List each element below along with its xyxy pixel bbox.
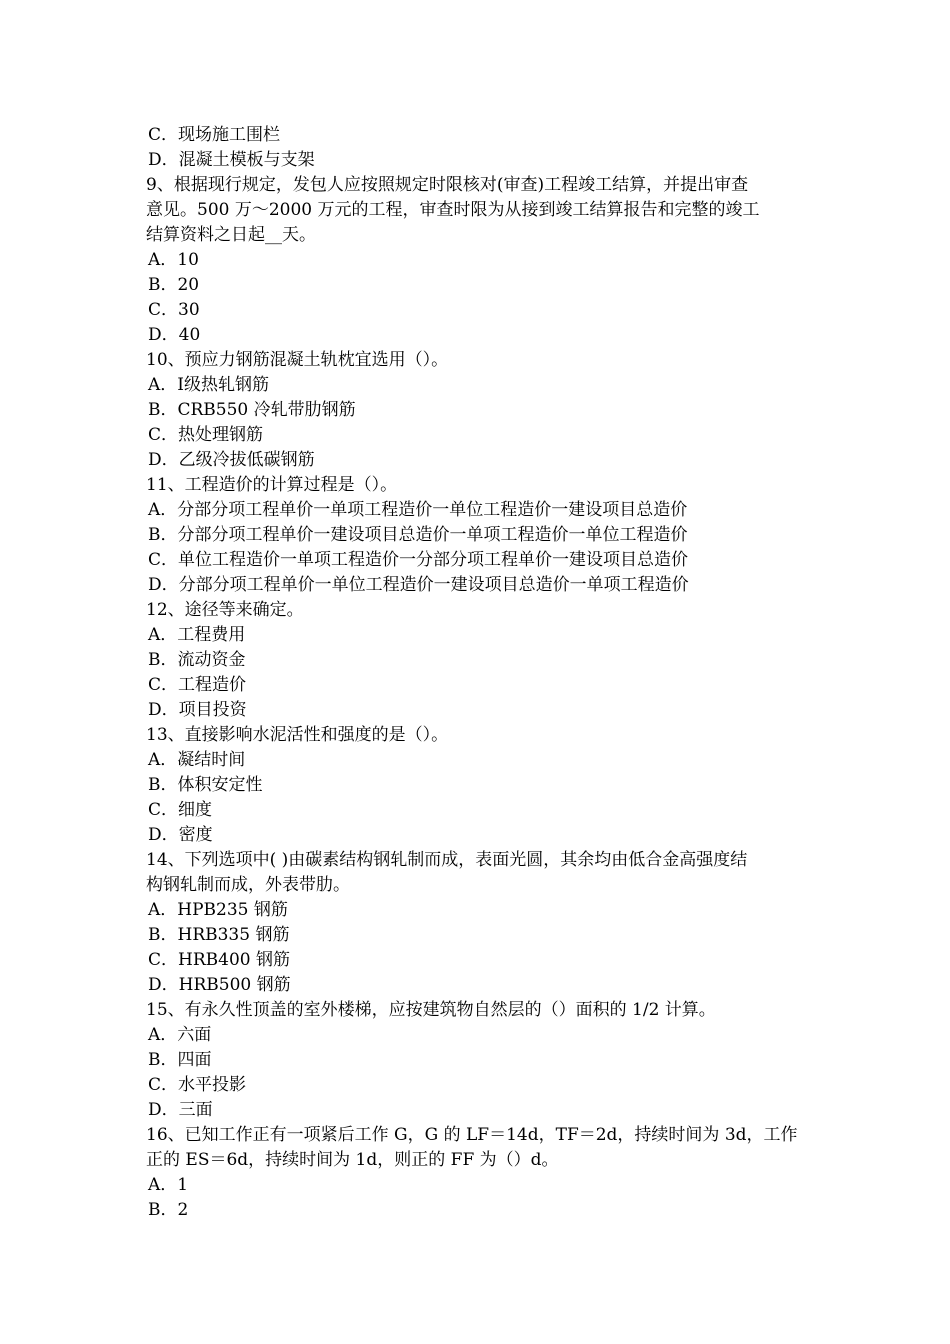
answer-option: B．四面	[148, 1050, 212, 1070]
answer-option: C．水平投影	[148, 1075, 247, 1095]
question-line: 16、已知工作正有一项紧后工作 G，G 的 LF＝14d，TF＝2d，持续时间为 3d，工作	[146, 1125, 798, 1145]
question-stem	[146, 723, 810, 748]
answer-option: D．40	[148, 325, 201, 345]
question-stem	[146, 1123, 810, 1173]
answer-option: B．分部分项工程单价一建设项目总造价一单项工程造价一单位工程造价	[148, 525, 688, 545]
answer-option: A．六面	[148, 1025, 212, 1045]
answer-option: C．细度	[148, 800, 213, 820]
question-line: 构钢轧制而成，外表带肋。	[146, 875, 350, 895]
answer-option: C．热处理钢筋	[148, 425, 264, 445]
answer-option: A．工程费用	[148, 625, 246, 645]
answer-option: A．HPB235 钢筋	[148, 900, 288, 920]
answer-option: C．30	[148, 300, 200, 320]
answer-option: B．体积安定性	[148, 775, 263, 795]
answer-option: B．CRB550 冷轧带肋钢筋	[148, 400, 356, 420]
answer-option: A．10	[148, 250, 199, 270]
question-line: 9、根据现行规定，发包人应按照规定时限核对(审查)工程竣工结算，并提出审查	[146, 175, 749, 195]
answer-option: C．HRB400 钢筋	[148, 950, 290, 970]
question-stem	[146, 848, 810, 898]
answer-option: A．分部分项工程单价一单项工程造价一单位工程造价一建设项目总造价	[148, 500, 688, 520]
answer-option: D．密度	[148, 825, 213, 845]
question-line: 14、下列选项中( )由碳素结构钢轧制而成，表面光圆，其余均由低合金高强度结	[146, 850, 748, 870]
answer-option: B．2	[148, 1200, 189, 1220]
question-line: 13、直接影响水泥活性和强度的是（）。	[146, 725, 449, 745]
answer-option: A．Ⅰ级热轧钢筋	[148, 375, 269, 395]
question-stem	[146, 598, 810, 623]
question-stem	[146, 348, 810, 373]
answer-option: C．单位工程造价一单项工程造价一分部分项工程单价一建设项目总造价	[148, 550, 689, 570]
answer-option: D．项目投资	[148, 700, 247, 720]
question-line: 10、预应力钢筋混凝土轨枕宜选用（）。	[146, 350, 449, 370]
question-line: 结算资料之日起__天。	[146, 225, 316, 245]
question-line: 12、途径等来确定。	[146, 600, 304, 620]
document-body	[146, 123, 810, 1223]
question-line: 11、工程造价的计算过程是（）。	[146, 475, 398, 495]
answer-option: B．HRB335 钢筋	[148, 925, 290, 945]
answer-option: D．混凝土模板与支架	[148, 150, 315, 170]
answer-option: D．分部分项工程单价一单位工程造价一建设项目总造价一单项工程造价	[148, 575, 689, 595]
answer-option: D．乙级冷拔低碳钢筋	[148, 450, 315, 470]
question-line: 15、有永久性顶盖的室外楼梯，应按建筑物自然层的（）面积的 1/2 计算。	[146, 1000, 716, 1020]
answer-option: D．HRB500 钢筋	[148, 975, 291, 995]
question-line: 正的 ES＝6d，持续时间为 1d，则正的 FF 为（）d。	[146, 1150, 559, 1170]
answer-option: B．流动资金	[148, 650, 246, 670]
question-stem	[146, 998, 810, 1023]
answer-option: C．现场施工围栏	[148, 125, 281, 145]
answer-option: C．工程造价	[148, 675, 247, 695]
answer-option: A．凝结时间	[148, 750, 246, 770]
question-stem	[146, 173, 810, 248]
answer-option: A．1	[148, 1175, 189, 1195]
answer-option: D．三面	[148, 1100, 213, 1120]
question-line: 意见。500 万～2000 万元的工程，审查时限为从接到竣工结算报告和完整的竣工	[146, 200, 760, 220]
answer-option: B．20	[148, 275, 200, 295]
question-stem	[146, 473, 810, 498]
